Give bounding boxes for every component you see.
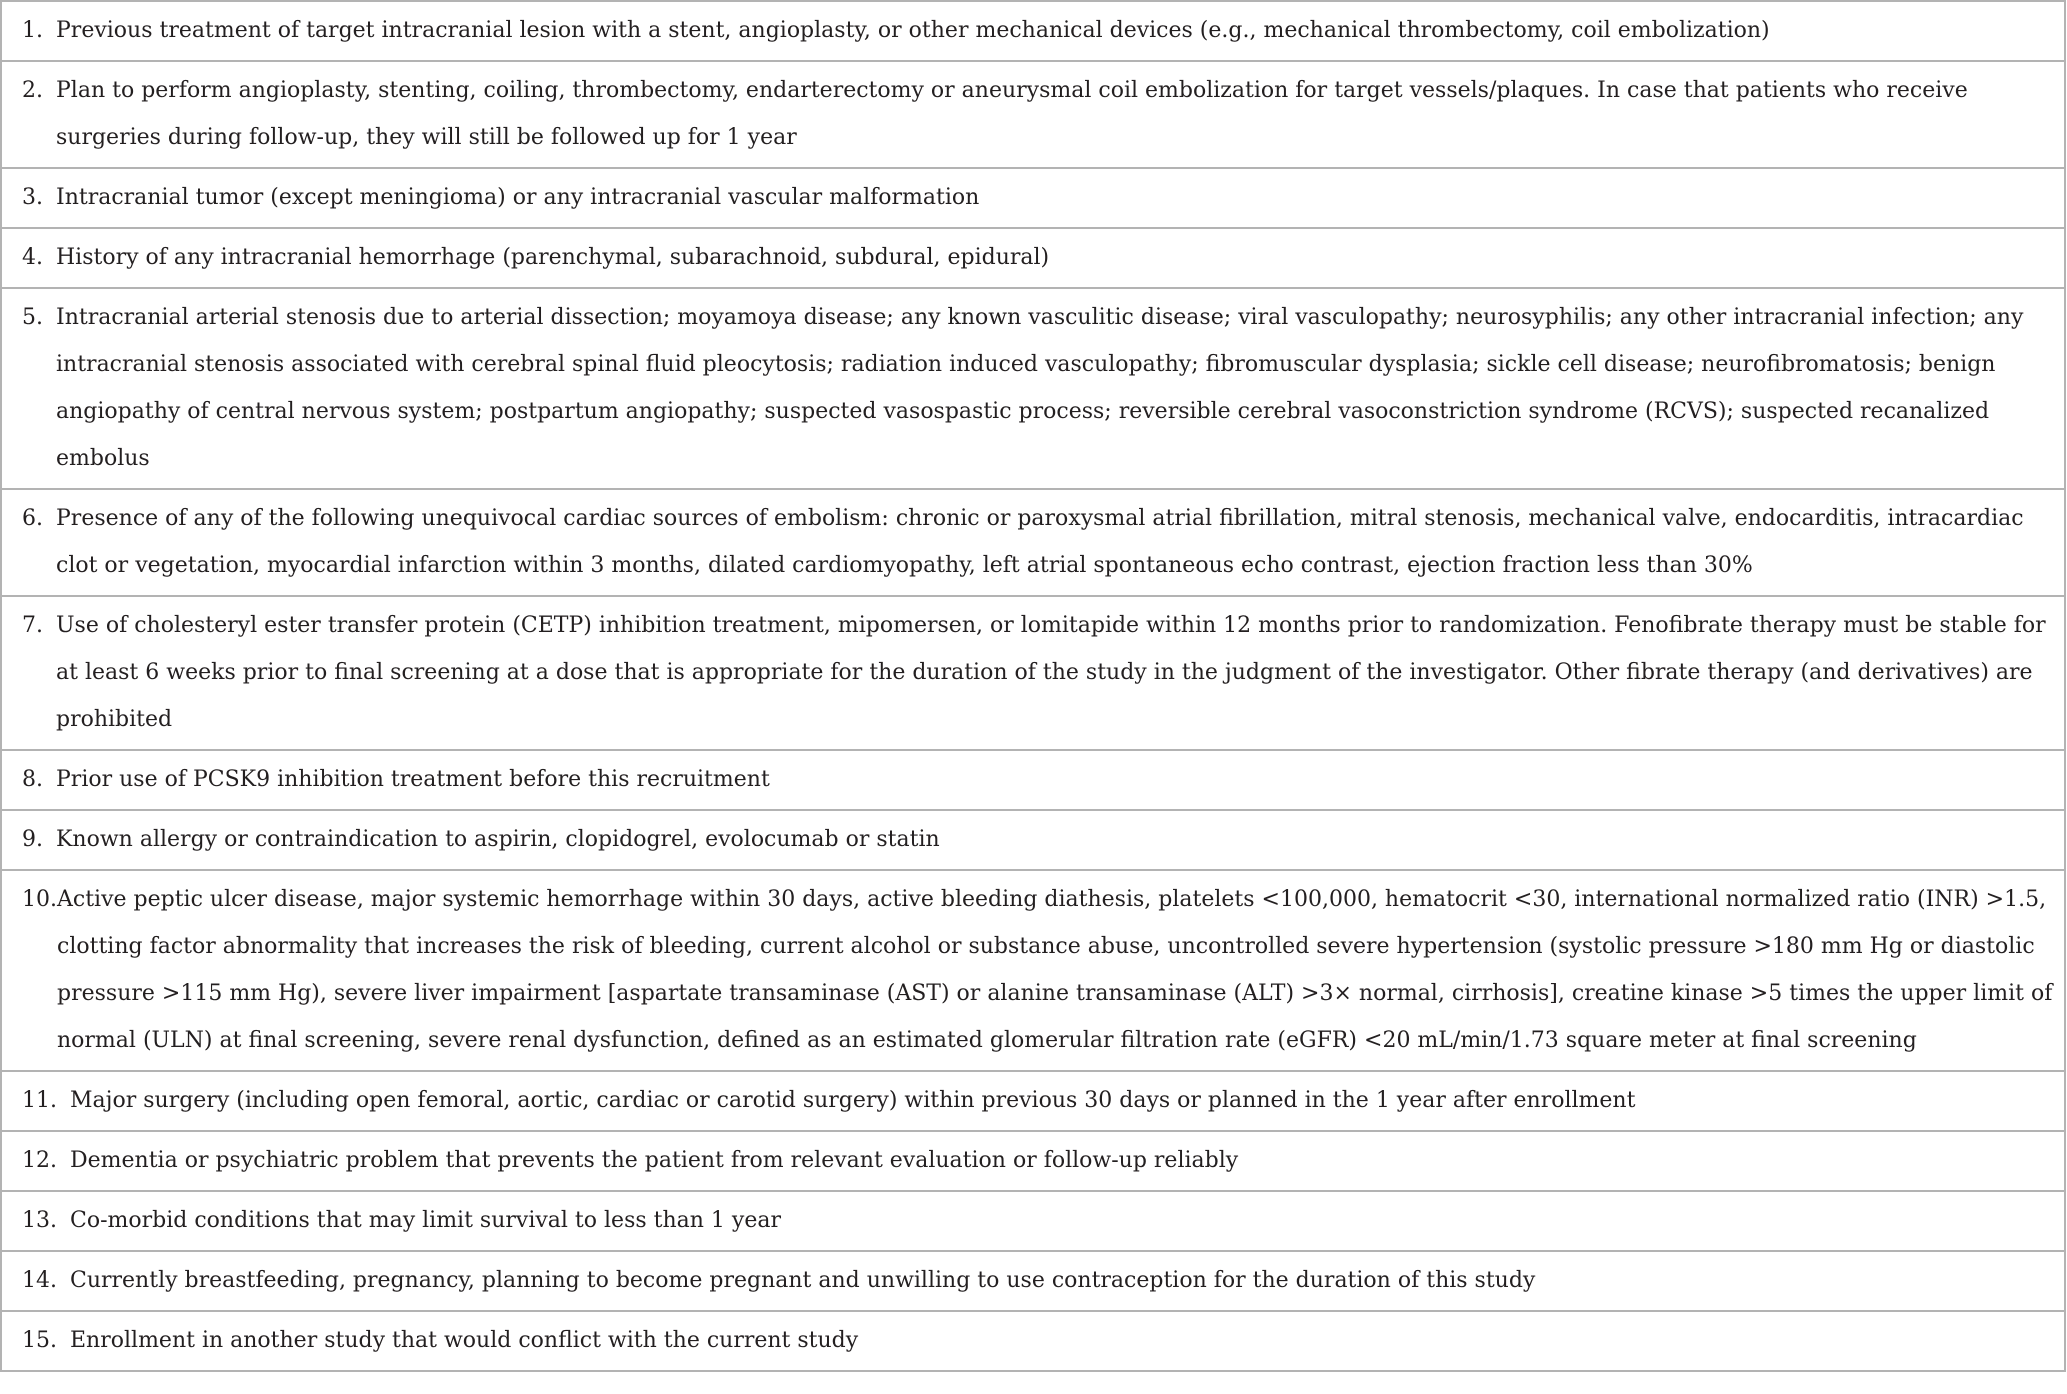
table-cell [1,1311,2065,1371]
item-text: Intracranial arterial stenosis due to arterial dissection; moyamoya disease; any known vasculitic disease; viral vasculopathy; neurosyphilis; any other intracranial infection; any intracranial stenosis associated with cerebral spinal fluid pleocytosis; radiation induced vasculopathy; fibromuscular dysplasia; sickle cell disease; neurofibromatosis; benign angiopathy of central nervous system; postpartum angiopathy; suspected vasospastic process; reversible cerebral vasoconstriction syndrome (RCVS); suspected recanalized embolus [56,305,2024,471]
table-cell [1,870,2065,1071]
table-row [1,1251,2065,1311]
item-text: Enrollment in another study that would conflict with the current study [70,1328,859,1353]
table-cell [1,168,2065,228]
item-text: Co-morbid conditions that may limit survival to less than 1 year [70,1208,782,1233]
table-cell [1,750,2065,810]
table-body [1,1,2065,1371]
item-number: 10. [22,887,57,912]
item-number: 6. [22,506,43,531]
item-text: Major surgery (including open femoral, aortic, cardiac or carotid surgery) within previous 30 days or planned in the 1 year after enrollment [70,1088,1636,1113]
item-text: History of any intracranial hemorrhage (parenchymal, subarachnoid, subdural, epidural) [56,245,1050,270]
table-cell [1,61,2065,168]
table-cell [1,1131,2065,1191]
item-text: Presence of any of the following unequivocal cardiac sources of embolism: chronic or paroxysmal atrial fibrillation, mitral stenosis, mechanical valve, endocarditis, intracardiac clot or vegetation, myocardial infarction within 3 months, dilated cardiomyopathy, left atrial spontaneous echo contrast, ejection fraction less than 30% [56,506,2024,578]
item-number: 14. [22,1268,57,1293]
table-row [1,810,2065,870]
item-number: 11. [22,1088,57,1113]
item-text: Currently breastfeeding, pregnancy, planning to become pregnant and unwilling to use contraception for the duration of this study [70,1268,1536,1293]
item-number: 12. [22,1148,57,1173]
table-cell [1,288,2065,489]
item-text: Active peptic ulcer disease, major systemic hemorrhage within 30 days, active bleeding diathesis, platelets <100,000, hematocrit <30, international normalized ratio (INR) >1.5, clotting factor abnormality that increases the risk of bleeding, current alcohol or substance abuse, uncontrolled severe hypertension (systolic pressure >180 mm Hg or diastolic pressure >115 mm Hg), severe liver impairment [aspartate transaminase (AST) or alanine transaminase (ALT) >3× normal, cirrhosis], creatine kinase >5 times the upper limit of normal (ULN) at final screening, severe renal dysfunction, defined as an estimated glomerular filtration rate (eGFR) <20 mL/min/1.73 square meter at final screening [57,887,2053,1053]
table-row [1,61,2065,168]
item-text: Known allergy or contraindication to aspirin, clopidogrel, evolocumab or statin [56,827,940,852]
table-cell [1,489,2065,596]
item-number: 8. [22,767,43,792]
table-cell [1,228,2065,288]
item-text: Plan to perform angioplasty, stenting, coiling, thrombectomy, endarterectomy or aneurysmal coil embolization for target vessels/plaques. In case that patients who receive surgeries during follow-up, they will still be followed up for 1 year [56,78,1968,150]
table-row [1,596,2065,750]
item-text: Previous treatment of target intracranial lesion with a stent, angioplasty, or other mechanical devices (e.g., mechanical thrombectomy, coil embolization) [56,18,1770,43]
item-number: 4. [22,245,43,270]
item-number: 3. [22,185,43,210]
table-row [1,288,2065,489]
table-cell [1,810,2065,870]
table-cell [1,1,2065,61]
item-text: Prior use of PCSK9 inhibition treatment before this recruitment [56,767,770,792]
table-row [1,1131,2065,1191]
table-row [1,1311,2065,1371]
item-number: 7. [22,613,43,638]
table-cell [1,596,2065,750]
table-row [1,750,2065,810]
item-number: 5. [22,305,43,330]
table-row [1,228,2065,288]
table-row [1,1191,2065,1251]
table-row [1,489,2065,596]
table-cell [1,1071,2065,1131]
item-number: 15. [22,1328,57,1353]
item-number: 13. [22,1208,57,1233]
table-row [1,1071,2065,1131]
table-cell [1,1251,2065,1311]
table-cell [1,1191,2065,1251]
item-text: Dementia or psychiatric problem that prevents the patient from relevant evaluation or follow-up reliably [70,1148,1239,1173]
table-row [1,168,2065,228]
item-number: 9. [22,827,43,852]
item-text: Use of cholesteryl ester transfer protein (CETP) inhibition treatment, mipomersen, or lomitapide within 12 months prior to randomization. Fenofibrate therapy must be stable for at least 6 weeks prior to final screening at a dose that is appropriate for the duration of the study in the judgment of the investigator. Other fibrate therapy (and derivatives) are prohibited [56,613,2046,732]
item-number: 1. [22,18,43,43]
item-number: 2. [22,78,43,103]
table-row [1,1,2065,61]
item-text: Intracranial tumor (except meningioma) or any intracranial vascular malformation [56,185,980,210]
table-row [1,870,2065,1071]
